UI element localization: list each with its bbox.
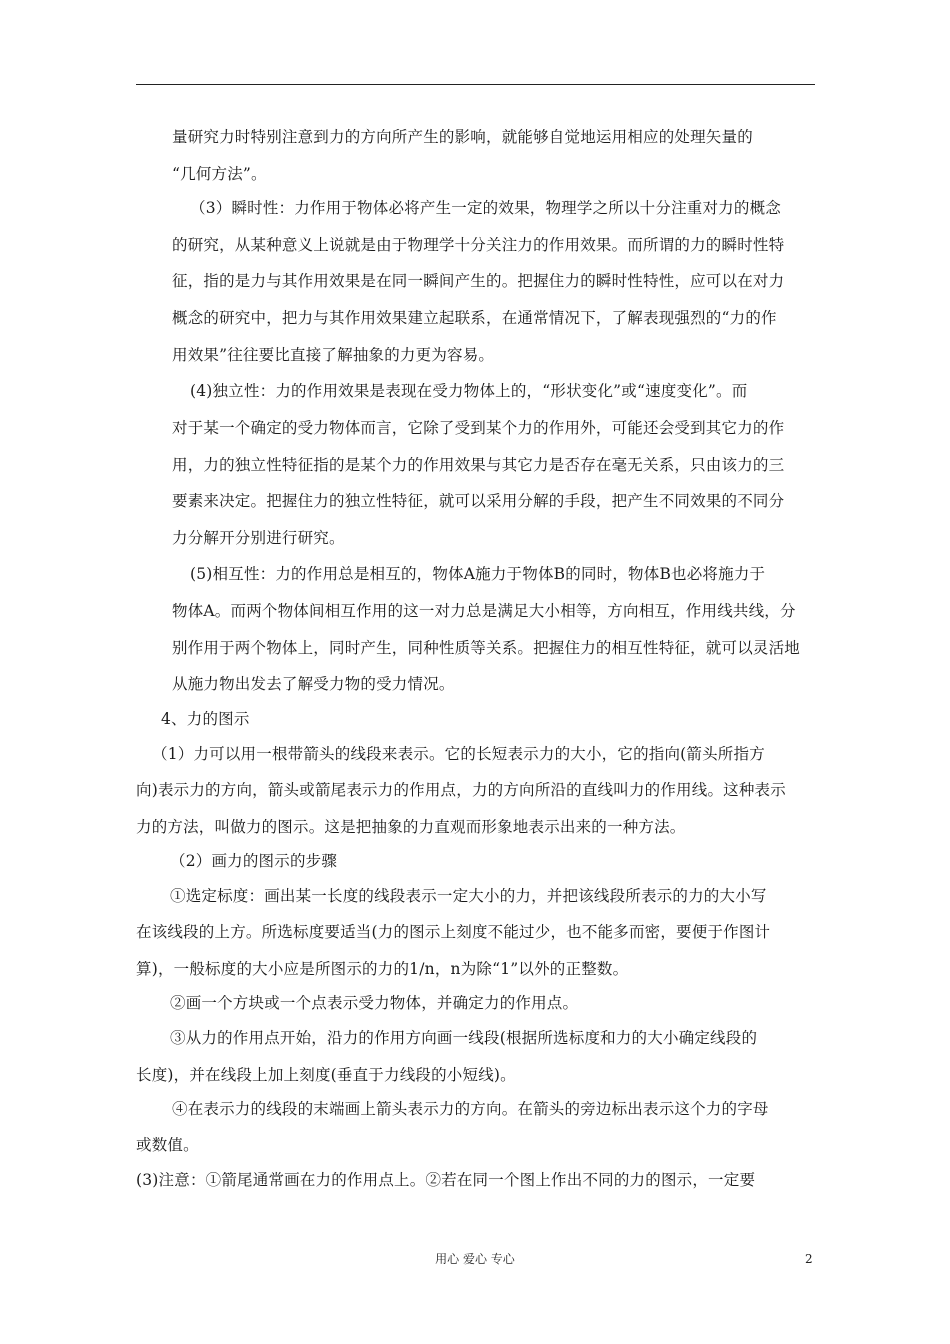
paragraph-line: ④在表示力的线段的末端画上箭头表示力的方向。在箭头的旁边标出表示这个力的字母 xyxy=(172,1100,769,1118)
paragraph-line: ①选定标度：画出某一长度的线段表示一定大小的力，并把该线段所表示的力的大小写 xyxy=(170,887,767,905)
paragraph-line: ③从力的作用点开始，沿力的作用方向画一线段(根据所选标度和力的大小确定线段的 xyxy=(170,1029,758,1047)
paragraph-line: 力的方法，叫做力的图示。这是把抽象的力直观而形象地表示出来的一种方法。 xyxy=(136,818,686,836)
paragraph-line: 在该线段的上方。所选标度要适当(力的图示上刻度不能过少，也不能多而密，要便于作图计 xyxy=(136,923,771,941)
paragraph-line: “几何方法”。 xyxy=(172,165,267,183)
paragraph-line: （2）画力的图示的步骤 xyxy=(170,852,338,870)
paragraph-line: （3）瞬时性：力作用于物体必将产生一定的效果，物理学之所以十分注重对力的概念 xyxy=(190,199,781,217)
section-heading: 4、力的图示 xyxy=(161,710,250,728)
paragraph-line: (3)注意：①箭尾通常画在力的作用点上。②若在同一个图上作出不同的力的图示，一定要 xyxy=(136,1171,756,1189)
paragraph-line: 的研究，从某种意义上说就是由于物理学十分关注力的作用效果。而所谓的力的瞬时性特 xyxy=(172,236,785,254)
paragraph-line: 要素来决定。把握住力的独立性特征，就可以采用分解的手段，把产生不同效果的不同分 xyxy=(172,492,785,510)
paragraph-line: 长度)，并在线段上加上刻度(垂直于力线段的小短线)。 xyxy=(136,1066,516,1084)
paragraph-line: 征，指的是力与其作用效果是在同一瞬间产生的。把握住力的瞬时性特性，应可以在对力 xyxy=(172,272,785,290)
paragraph-line: 力分解开分别进行研究。 xyxy=(172,529,345,547)
paragraph-line: (5)相互性：力的作用总是相互的，物体A施力于物体B的同时，物体B也必将施力于 xyxy=(190,565,766,583)
paragraph-line: 物体A。而两个物体间相互作用的这一对力总是满足大小相等，方向相互，作用线共线，分 xyxy=(172,602,796,620)
footer-motto: 用心 爱心 专心 xyxy=(435,1252,515,1266)
paragraph-line: 概念的研究中，把力与其作用效果建立起联系，在通常情况下，了解表现强烈的“力的作 xyxy=(172,309,777,327)
paragraph-line: 别作用于两个物体上，同时产生，同种性质等关系。把握住力的相互性特征，就可以灵活地 xyxy=(172,639,801,657)
paragraph-line: 向)表示力的方向，箭头或箭尾表示力的作用点，力的方向所沿的直线叫力的作用线。这种表示 xyxy=(136,781,786,799)
page-number: 2 xyxy=(805,1252,813,1266)
paragraph-line: 算)，一般标度的大小应是所图示的力的1/n，n为除“1”以外的正整数。 xyxy=(136,960,629,978)
paragraph-line: (4)独立性：力的作用效果是表现在受力物体上的，“形状变化”或“速度变化”。而 xyxy=(190,382,748,400)
paragraph-line: 用，力的独立性特征指的是某个力的作用效果与其它力是否存在毫无关系，只由该力的三 xyxy=(172,456,785,474)
paragraph-line: （1）力可以用一根带箭头的线段来表示。它的长短表示力的大小，它的指向(箭头所指方 xyxy=(152,745,765,763)
paragraph-line: 量研究力时特别注意到力的方向所产生的影响，就能够自觉地运用相应的处理矢量的 xyxy=(172,128,753,146)
paragraph-line: 或数值。 xyxy=(136,1136,199,1154)
paragraph-line: 从施力物出发去了解受力物的受力情况。 xyxy=(172,675,455,693)
paragraph-line: 对于某一个确定的受力物体而言，它除了受到某个力的作用外，可能还会受到其它力的作 xyxy=(172,419,785,437)
paragraph-line: ②画一个方块或一个点表示受力物体，并确定力的作用点。 xyxy=(170,994,579,1012)
paragraph-line: 用效果”往往要比直接了解抽象的力更为容易。 xyxy=(172,346,495,364)
